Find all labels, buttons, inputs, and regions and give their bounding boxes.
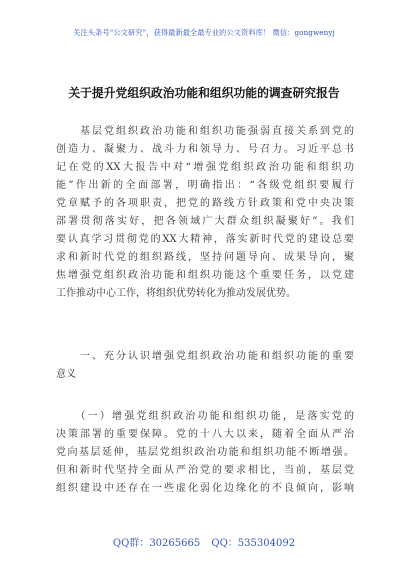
header-promo-note: 关注头条号“公文研究”，获得最新最全最专业的公文资料库！ 微信：gongwenyj [73, 28, 335, 37]
text-line: 决策部署的重要保障。党的十八大以来，随着全面从严治 [56, 429, 354, 440]
text-line: 焦增强党组织政治功能和组织功能这个重要任务，以党建 [56, 270, 354, 281]
paragraph-intro [56, 123, 354, 303]
text-line: 记在党的XX大报告中对“增强党组织政治功能和组织功 [56, 162, 354, 173]
text-line: 能”作出新的全面部署，明确指出：“各级党组织要履行 [56, 180, 354, 191]
document-title: 关于提升党组织政治功能和组织功能的调查研究报告 [68, 86, 340, 100]
text-line: 求和新时代党的组织路线，坚持问题导向、成果导向，聚 [56, 252, 354, 263]
text-line: （一）增强党组织政治功能和组织功能，是落实党的 [56, 411, 354, 422]
text-line: 工作推动中心工作，将组织优势转化为推动发展优势。 [56, 288, 296, 299]
text-line: 党章赋予的各项职责，把党的路线方针政策和党中央决策 [56, 198, 354, 209]
section-heading [56, 348, 354, 384]
text-line: 创造力、凝聚力、战斗力和领导力、号召力。习近平总书 [56, 144, 354, 155]
footer-qq-number: QQ：535304092 [211, 538, 296, 549]
text-line: 基层党组织政治功能和组织功能强弱直接关系到党的 [56, 126, 354, 137]
text-line: 部署贯彻落实好，把各领域广大群众组织凝聚好”。我们 [56, 216, 354, 227]
text-line: 党向基层延伸，基层党组织政治功能和组织功能不断增强。 [56, 447, 354, 458]
footer-contact [0, 534, 408, 549]
text-line: 一、充分认识增强党组织政治功能和组织功能的重要 [56, 351, 354, 362]
paragraph-subsection-1 [56, 408, 354, 498]
text-line: 意义 [56, 369, 76, 380]
footer-qq-group: QQ群：30265665 [112, 538, 201, 549]
text-line: 但和新时代坚持全面从严治党的要求相比，当前，基层党 [56, 465, 354, 476]
text-line: 要认真学习贯彻党的XX大精神，落实新时代党的建设总要 [56, 234, 354, 245]
text-line: 组织建设中还存在一些虚化弱化边缘化的不良倾向，影响 [56, 483, 354, 494]
